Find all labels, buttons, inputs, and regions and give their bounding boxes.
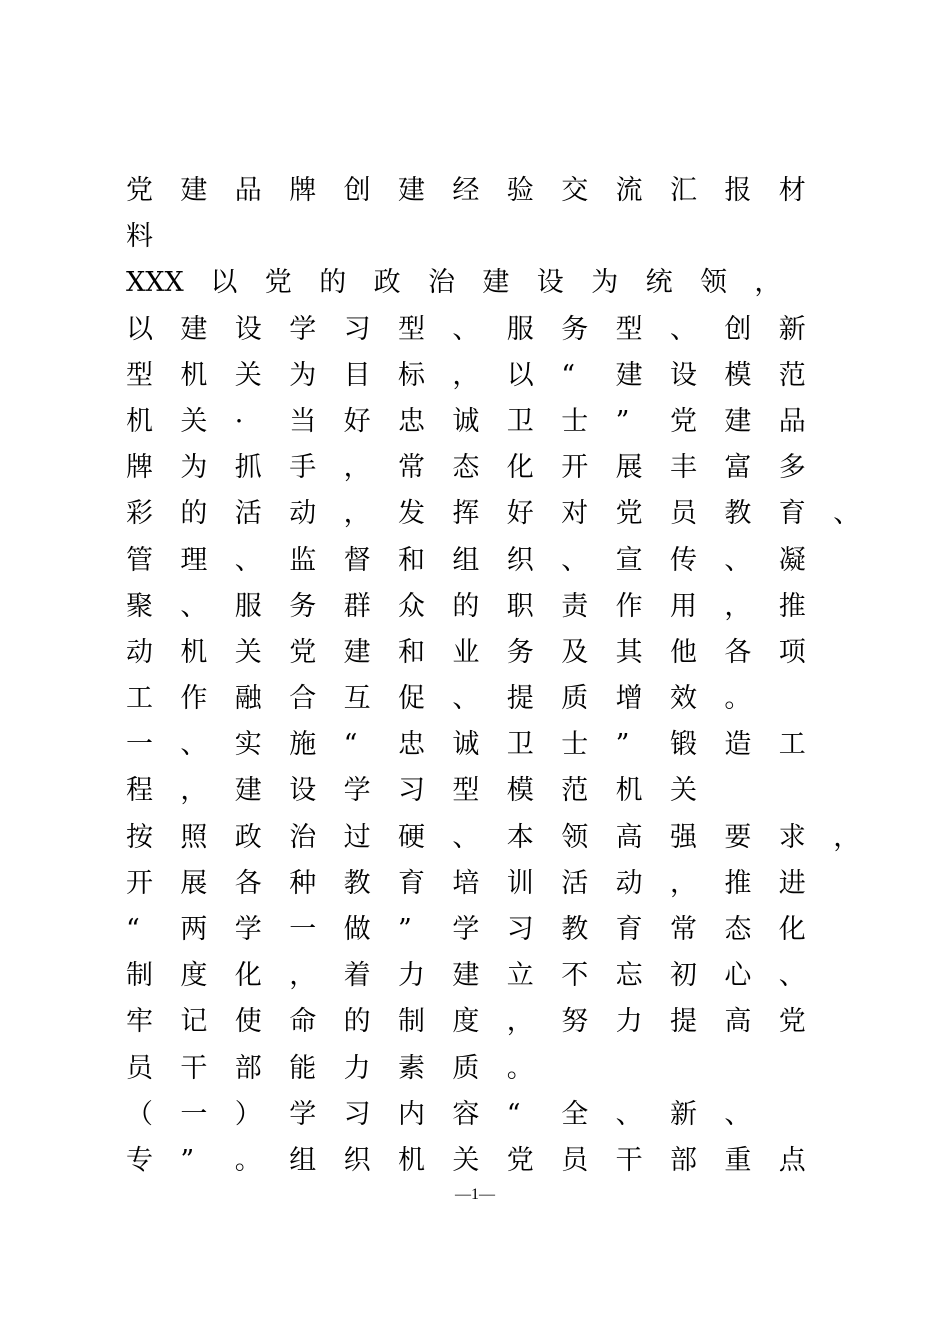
text-char: 丰: [670, 452, 697, 484]
text-line: [126, 630, 846, 676]
text-char: ，: [180, 775, 208, 807]
text-char: 全: [561, 1098, 589, 1130]
text-char: 进: [778, 867, 806, 899]
text-char: 员: [670, 498, 697, 530]
text-char: 标: [398, 359, 425, 391]
text-char: ，: [343, 498, 371, 530]
text-char: 设: [234, 313, 262, 345]
text-char: 挥: [452, 498, 480, 530]
text-char: 展: [180, 867, 208, 899]
text-char: 关: [180, 405, 208, 437]
text-char: 品: [234, 175, 262, 206]
text-char: 作: [180, 683, 208, 715]
text-char: 党: [126, 175, 153, 206]
text-char: 提: [670, 1006, 697, 1038]
text-char: 态: [724, 914, 752, 945]
text-char: 政: [373, 267, 401, 299]
text-char: 牢: [126, 1006, 153, 1038]
text-char: 范: [778, 359, 806, 391]
text-char: ，: [724, 590, 752, 622]
text-char: 型: [398, 313, 425, 345]
text-char: 一: [126, 729, 153, 761]
text-char: 动: [289, 498, 317, 530]
text-char: 忠: [398, 405, 425, 437]
text-line: [126, 1092, 846, 1138]
text-line: [126, 815, 861, 861]
text-char: 士: [561, 405, 589, 437]
text-char: 设: [289, 775, 317, 807]
text-char: 多: [778, 452, 806, 484]
text-char: 重: [724, 1144, 752, 1176]
text-char: 的: [343, 1006, 371, 1038]
text-char: 料: [126, 221, 153, 253]
text-char: 实: [234, 729, 262, 761]
text-line: [126, 999, 846, 1045]
text-char: 众: [398, 590, 425, 622]
text-char: 干: [180, 1052, 208, 1084]
text-char: 创: [343, 175, 371, 206]
text-char: 动: [126, 636, 153, 668]
text-line: [126, 399, 846, 445]
text-char: 管: [126, 544, 153, 576]
text-char: 监: [289, 544, 317, 576]
text-char: 力: [398, 960, 425, 992]
text-char: 互: [343, 683, 371, 715]
text-char: 机: [126, 405, 153, 437]
text-char: 治: [289, 821, 317, 853]
text-char: 领: [561, 821, 589, 853]
text-char: 其: [615, 636, 643, 668]
text-char: 动: [615, 867, 643, 899]
text-char: 卫: [506, 729, 534, 761]
text-char: 学: [289, 1098, 317, 1130]
text-char: 学: [234, 914, 262, 945]
text-char: 关: [234, 636, 262, 668]
text-char: 施: [289, 729, 317, 761]
text-char: 。: [234, 1144, 262, 1176]
text-char: 凝: [778, 544, 806, 576]
text-char: 努: [561, 1006, 589, 1038]
text-char: 学: [343, 775, 371, 807]
text-char: 习: [343, 313, 371, 345]
text-char: 常: [670, 914, 697, 945]
text-char: XXX: [126, 267, 184, 299]
text-char: 服: [234, 590, 262, 622]
text-char: 建: [398, 175, 425, 206]
text-char: 教: [343, 867, 371, 899]
text-char: 好: [506, 498, 534, 530]
text-char: 诚: [452, 405, 480, 437]
text-char: 对: [561, 498, 589, 530]
text-char: 卫: [506, 405, 534, 437]
text-line: [126, 491, 861, 537]
text-char: ，: [343, 452, 371, 484]
text-char: 目: [343, 359, 371, 391]
text-char: 聚: [126, 590, 153, 622]
text-char: “: [343, 729, 358, 761]
text-char: 、: [180, 590, 208, 622]
text-char: 、: [452, 683, 480, 715]
text-char: 经: [452, 175, 480, 206]
text-char: 党: [778, 1006, 806, 1038]
text-char: 以: [126, 313, 153, 345]
text-char: 宣: [615, 544, 643, 576]
text-char: 作: [615, 590, 643, 622]
text-char: 度: [452, 1006, 480, 1038]
text-char: 做: [343, 914, 371, 945]
text-char: 高: [615, 821, 643, 853]
text-char: 一: [289, 914, 317, 945]
text-char: 力: [343, 1052, 371, 1084]
text-char: 增: [615, 683, 643, 715]
text-char: 、: [724, 1098, 752, 1130]
text-char: 使: [234, 1006, 262, 1038]
text-char: 照: [180, 821, 208, 853]
text-char: 的: [180, 498, 208, 530]
text-char: 建: [180, 313, 208, 345]
text-char: 手: [289, 452, 317, 484]
text-char: 点: [778, 1144, 806, 1176]
text-char: 织: [506, 544, 534, 576]
text-char: 态: [452, 452, 480, 484]
text-char: 度: [180, 960, 208, 992]
text-char: 常: [398, 452, 425, 484]
text-char: 习: [398, 775, 425, 807]
text-char: 建: [724, 405, 752, 437]
text-char: 模: [724, 359, 752, 391]
text-char: 模: [506, 775, 534, 807]
text-char: ·: [234, 405, 244, 437]
text-char: 以: [506, 359, 534, 391]
text-line: [126, 676, 846, 722]
text-char: 型: [126, 359, 153, 391]
text-char: 建: [452, 960, 480, 992]
text-line: [126, 445, 846, 491]
text-char: 容: [452, 1098, 480, 1130]
text-line: [126, 953, 846, 999]
text-char: 新: [778, 313, 806, 345]
text-char: 。: [506, 1052, 534, 1084]
text-char: 活: [561, 867, 589, 899]
text-char: 要: [724, 821, 752, 853]
text-line: [126, 907, 846, 953]
text-char: 务: [289, 590, 317, 622]
text-char: 牌: [126, 452, 153, 484]
text-char: 群: [343, 590, 371, 622]
text-char: 验: [506, 175, 534, 206]
document-body: [126, 168, 861, 1184]
text-char: 以: [210, 267, 238, 299]
text-char: 习: [506, 914, 534, 945]
text-char: 和: [398, 636, 425, 668]
text-char: 党: [670, 405, 697, 437]
text-char: 内: [398, 1098, 425, 1130]
text-char: 记: [180, 1006, 208, 1038]
text-char: 促: [398, 683, 425, 715]
text-char: 育: [615, 914, 643, 945]
text-char: 和: [398, 544, 425, 576]
text-char: 服: [506, 313, 534, 345]
text-char: 的: [452, 590, 480, 622]
text-char: 员: [561, 1144, 589, 1176]
text-line: [126, 538, 846, 584]
text-char: 务: [561, 313, 589, 345]
text-char: ，: [452, 359, 480, 391]
text-char: 型: [452, 775, 480, 807]
text-char: 合: [289, 683, 317, 715]
text-char: ，: [833, 821, 861, 853]
text-char: 种: [289, 867, 317, 899]
text-char: ，: [289, 960, 317, 992]
text-char: 融: [234, 683, 262, 715]
text-char: 质: [561, 683, 589, 715]
text-char: “: [561, 359, 575, 391]
text-char: ”: [180, 1144, 195, 1176]
text-char: 机: [398, 1144, 425, 1176]
text-char: 、: [452, 821, 480, 853]
text-char: 效: [670, 683, 697, 715]
text-char: 求: [778, 821, 806, 853]
text-char: 两: [180, 914, 208, 945]
text-char: 新: [670, 1098, 697, 1130]
text-char: 为: [180, 452, 208, 484]
text-line: [126, 307, 846, 353]
text-char: 督: [343, 544, 371, 576]
text-char: 政: [234, 821, 262, 853]
text-char: “: [506, 1098, 521, 1130]
text-char: 展: [615, 452, 643, 484]
text-line: [126, 1138, 846, 1184]
text-char: “: [126, 914, 140, 945]
text-char: ”: [615, 729, 630, 761]
text-char: 育: [398, 867, 425, 899]
text-char: 心: [724, 960, 752, 992]
text-char: 初: [670, 960, 697, 992]
page-number: —1—: [455, 1186, 495, 1203]
text-char: 诚: [452, 729, 480, 761]
text-char: 开: [561, 452, 589, 484]
text-char: 员: [126, 1052, 153, 1084]
text-line: [126, 861, 846, 907]
text-char: 硬: [398, 821, 425, 853]
text-char: 型: [615, 313, 643, 345]
text-char: 忘: [615, 960, 643, 992]
text-char: ”: [615, 405, 630, 437]
text-char: 各: [234, 867, 262, 899]
text-char: 干: [615, 1144, 643, 1176]
text-char: 报: [724, 175, 752, 206]
text-char: 、: [724, 544, 752, 576]
text-char: 传: [670, 544, 697, 576]
text-char: 材: [778, 175, 806, 206]
text-char: ）: [234, 1098, 262, 1130]
text-char: 提: [506, 683, 534, 715]
text-char: 好: [343, 405, 371, 437]
text-char: 推: [778, 590, 806, 622]
text-char: 党: [289, 636, 317, 668]
text-char: 专: [126, 1144, 153, 1176]
text-char: 、: [452, 313, 480, 345]
text-char: 建: [234, 775, 262, 807]
text-char: ，: [670, 867, 697, 899]
text-char: 、: [561, 544, 589, 576]
text-char: ”: [398, 914, 412, 945]
text-char: 制: [398, 1006, 425, 1038]
text-char: 业: [452, 636, 480, 668]
text-char: 品: [778, 405, 806, 437]
text-char: 素: [398, 1052, 425, 1084]
text-char: 建: [482, 267, 510, 299]
text-char: 抓: [234, 452, 262, 484]
text-char: 交: [561, 175, 589, 206]
text-char: 汇: [670, 175, 697, 206]
text-char: 化: [506, 452, 534, 484]
text-char: 为: [591, 267, 619, 299]
text-char: 命: [289, 1006, 317, 1038]
text-char: 创: [724, 313, 752, 345]
text-char: 、: [234, 544, 262, 576]
text-char: 职: [506, 590, 534, 622]
text-char: 立: [506, 960, 534, 992]
text-char: 教: [724, 498, 752, 530]
text-char: 范: [561, 775, 589, 807]
text-char: 育: [778, 498, 806, 530]
text-char: 关: [234, 359, 262, 391]
text-char: 本: [506, 821, 534, 853]
text-char: 组: [452, 544, 480, 576]
text-char: 建: [615, 359, 643, 391]
text-char: 发: [398, 498, 425, 530]
text-char: ，: [754, 267, 782, 299]
text-line: [126, 353, 846, 399]
text-char: 治: [428, 267, 455, 299]
text-line: [126, 214, 846, 260]
text-char: 理: [180, 544, 208, 576]
text-char: 学: [289, 313, 317, 345]
text-char: 党: [264, 267, 292, 299]
text-char: 党: [615, 498, 643, 530]
text-char: 活: [234, 498, 262, 530]
text-char: 为: [289, 359, 317, 391]
text-char: 项: [778, 636, 806, 668]
text-char: 责: [561, 590, 589, 622]
text-line: [126, 584, 846, 630]
text-char: 牌: [289, 175, 317, 206]
text-char: 培: [452, 867, 480, 899]
text-char: 党: [506, 1144, 534, 1176]
text-char: 富: [724, 452, 752, 484]
text-char: 机: [180, 636, 208, 668]
text-char: 过: [343, 821, 371, 853]
text-char: 质: [452, 1052, 480, 1084]
text-char: 建: [180, 175, 208, 206]
text-char: 一: [180, 1098, 208, 1130]
text-char: 领: [700, 267, 727, 299]
text-char: 各: [724, 636, 752, 668]
text-char: 习: [343, 1098, 371, 1130]
text-char: 用: [670, 590, 697, 622]
text-char: 的: [319, 267, 347, 299]
text-char: 强: [670, 821, 697, 853]
text-char: 士: [561, 729, 589, 761]
text-char: 学: [452, 914, 480, 945]
text-char: 流: [615, 175, 643, 206]
text-char: 力: [615, 1006, 643, 1038]
text-char: 化: [778, 914, 806, 945]
text-char: 能: [289, 1052, 317, 1084]
text-line: [126, 168, 846, 214]
text-line: [126, 768, 846, 814]
text-char: 组: [289, 1144, 317, 1176]
text-char: 织: [343, 1144, 371, 1176]
text-char: 工: [126, 683, 153, 715]
text-char: 教: [561, 914, 589, 945]
text-char: 工: [778, 729, 806, 761]
text-char: 建: [343, 636, 371, 668]
text-char: 部: [670, 1144, 697, 1176]
text-char: 着: [343, 960, 371, 992]
text-char: 程: [126, 775, 153, 807]
text-char: 、: [778, 960, 806, 992]
text-char: ，: [506, 1006, 534, 1038]
text-char: 制: [126, 960, 153, 992]
text-char: 机: [180, 359, 208, 391]
text-line: [126, 260, 846, 306]
text-char: 锻: [670, 729, 697, 761]
text-char: 统: [645, 267, 673, 299]
text-char: 高: [724, 1006, 752, 1038]
text-char: 开: [126, 867, 153, 899]
text-char: 彩: [126, 498, 153, 530]
text-char: 、: [180, 729, 208, 761]
text-char: 训: [506, 867, 534, 899]
text-char: 设: [536, 267, 564, 299]
text-char: 部: [234, 1052, 262, 1084]
text-line: [126, 1046, 846, 1092]
text-char: 他: [670, 636, 697, 668]
text-char: 、: [615, 1098, 643, 1130]
text-char: （: [126, 1098, 153, 1130]
text-char: 推: [724, 867, 752, 899]
text-char: 、: [833, 498, 861, 530]
text-char: 当: [289, 405, 317, 437]
text-char: 务: [506, 636, 534, 668]
text-char: 、: [670, 313, 697, 345]
text-char: 。: [724, 683, 752, 715]
text-char: 关: [670, 775, 697, 807]
text-char: 忠: [398, 729, 425, 761]
text-char: 机: [615, 775, 643, 807]
text-line: [126, 722, 846, 768]
text-char: 化: [234, 960, 262, 992]
text-char: 设: [670, 359, 697, 391]
text-char: 造: [724, 729, 752, 761]
text-char: 关: [452, 1144, 480, 1176]
text-char: 不: [561, 960, 589, 992]
text-char: 按: [126, 821, 153, 853]
text-char: 及: [561, 636, 589, 668]
